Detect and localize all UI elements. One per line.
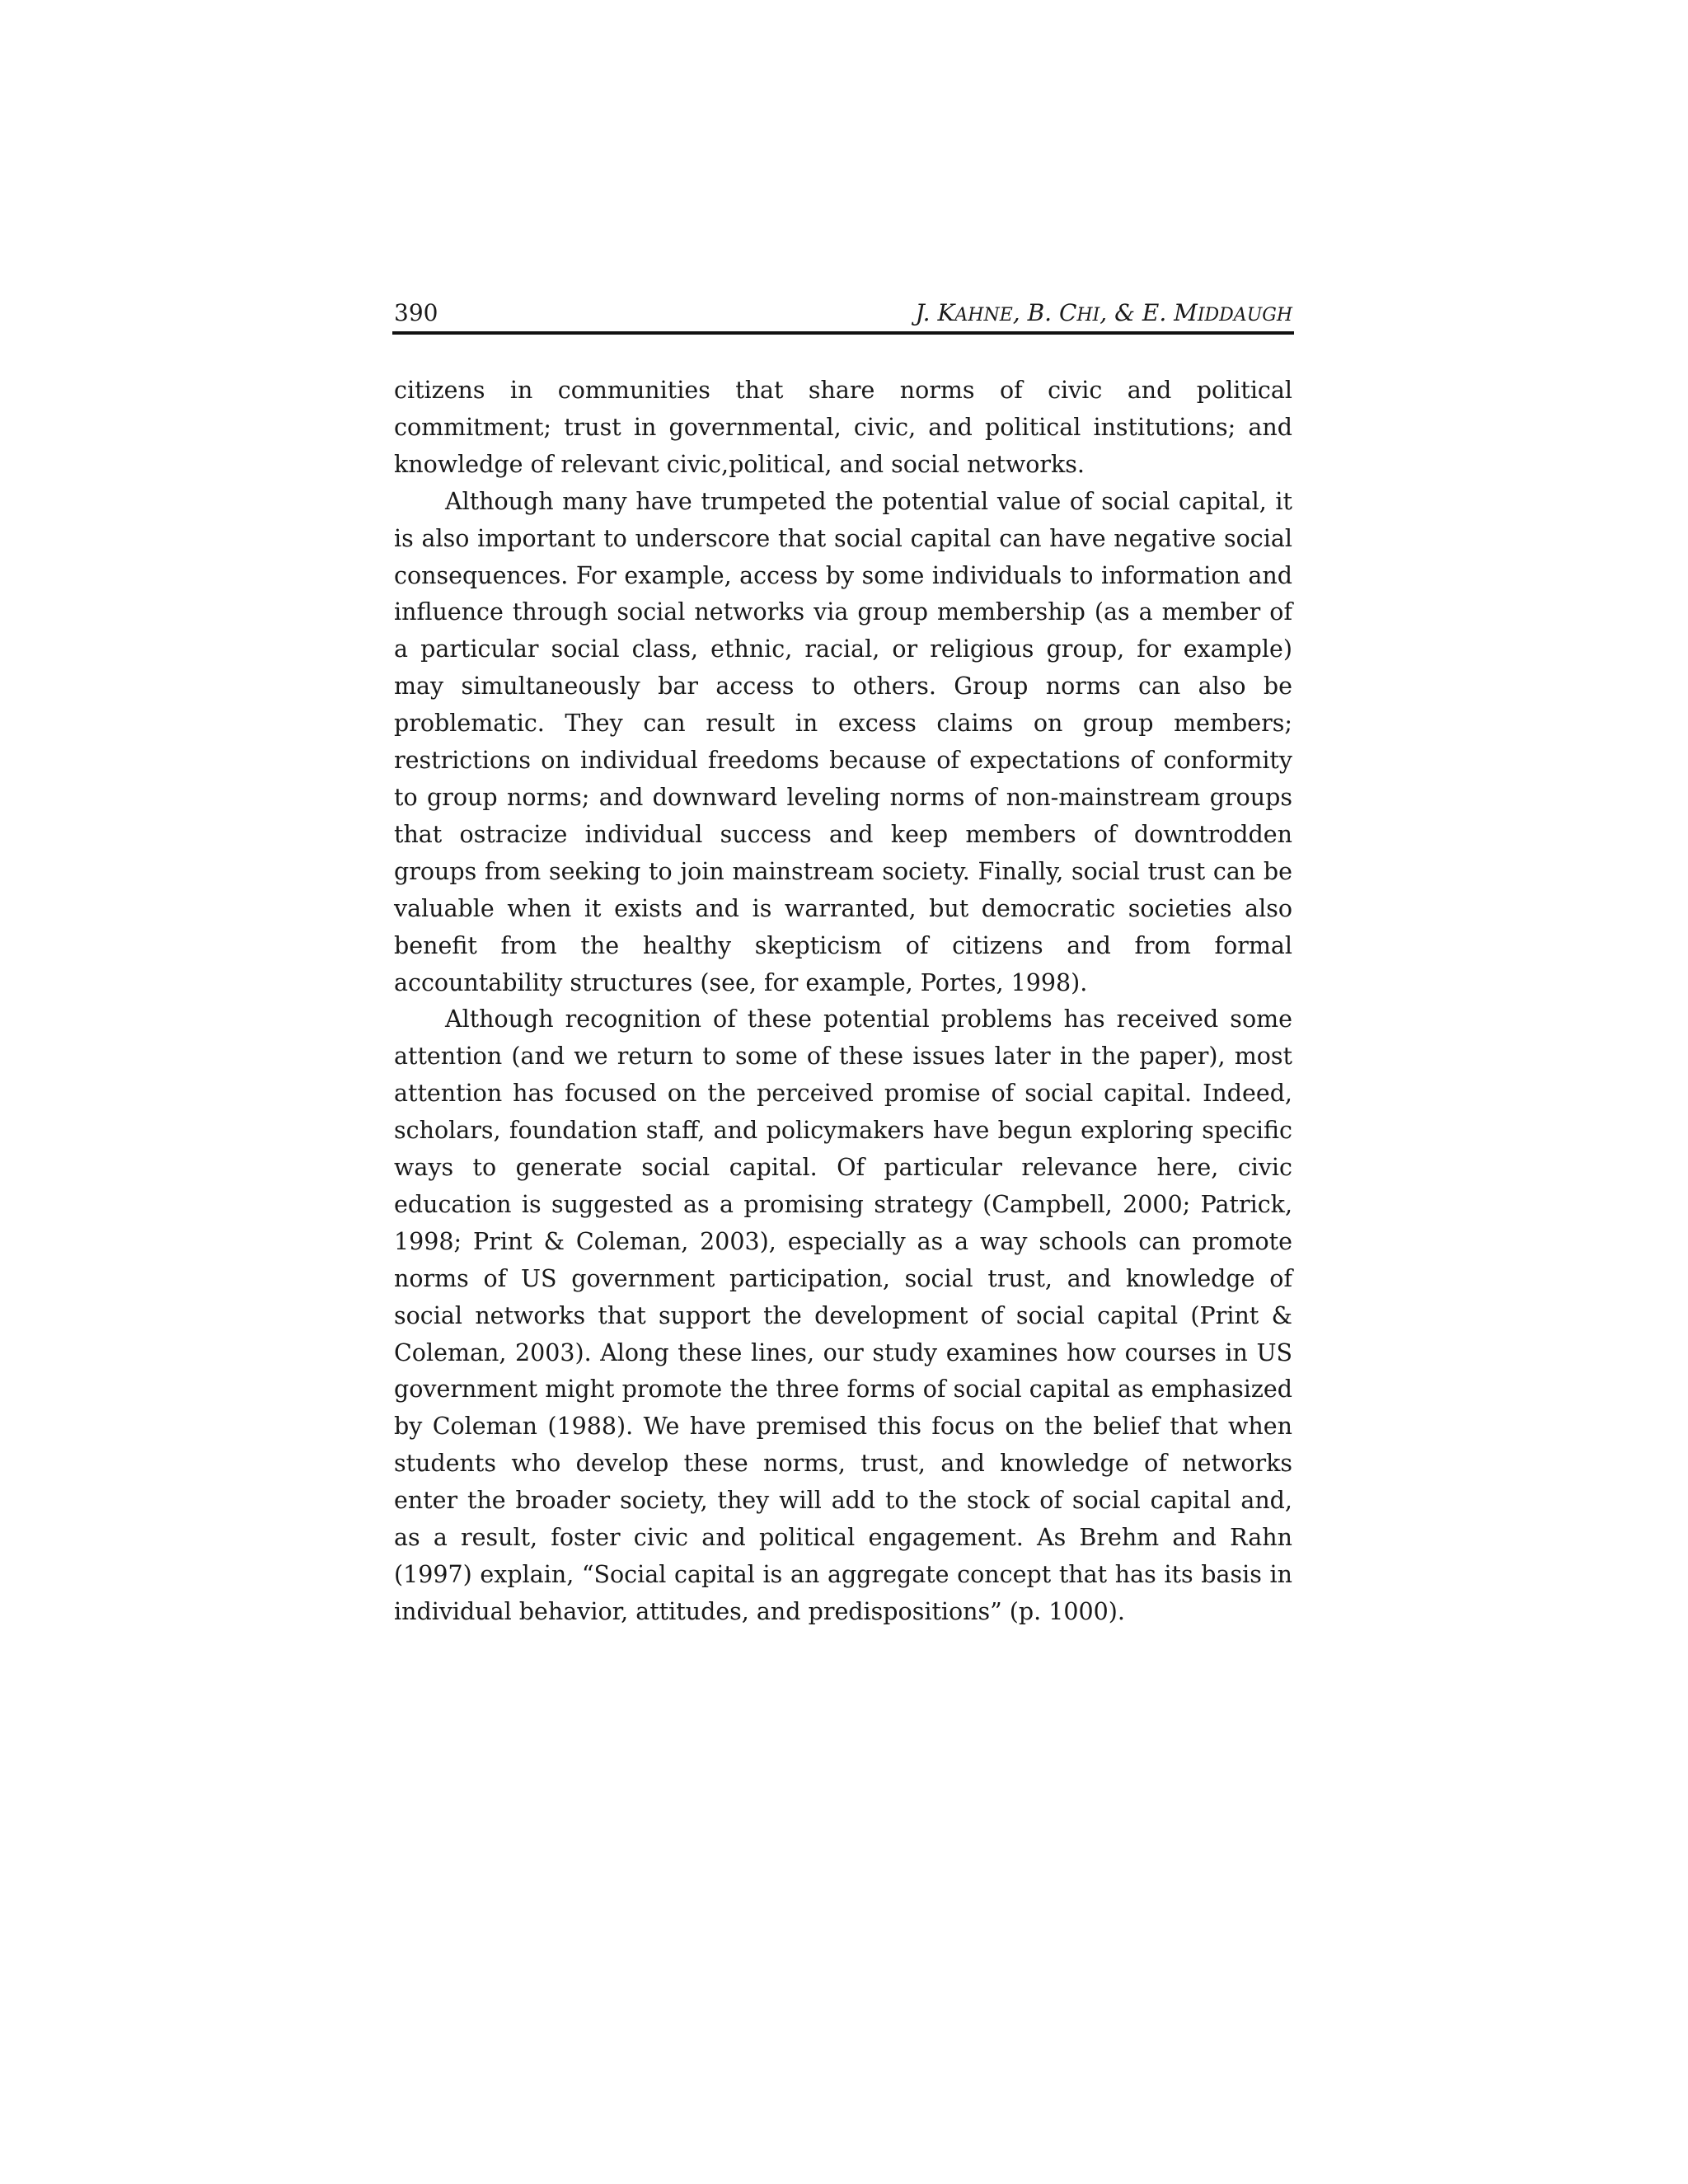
- paragraph: citizens in communities that share norms of civic and political commitment; trust in governmental, civic, and political institutions; and knowledge of relevant civic,political, and social networks.: [394, 377, 1292, 478]
- authors-part: AHNE: [954, 305, 1013, 326]
- authors-part: , B. C: [1012, 299, 1077, 326]
- authors-part: IDDAUGH: [1197, 305, 1292, 326]
- running-head: [394, 297, 1292, 330]
- running-head-authors: [916, 297, 1292, 332]
- authors-part: HI: [1076, 305, 1100, 326]
- paragraph: Although recognition of these potential problems has received some attention (and we return to some of these issues later in the paper), most attention has focused on the perceived promise of social capital. Indeed, scholars, foundation staff, and policymakers have begun exploring specific ways to generate social capital. Of particular relevance here, civic education is suggested as a promising strategy (Campbell, 2000; Patrick, 1998; Print & Coleman, 2003), especially as a way schools can promote norms of US government participation, social trust, and knowledge of social networks that support the development of social capital (Print & Coleman, 2003). Along these lines, our study examines how courses in US government might promote the three forms of social capital as emphasized by Coleman (1988). We have premised this focus on the belief that when students who develop these norms, trust, and knowledge of networks enter the broader society, they will add to the stock of social capital and, as a result, foster civic and political engagement. As Brehm and Rahn (1997) explain, “Social capital is an aggregate concept that has its basis in individual behavior, attitudes, and predispositions” (p. 1000).: [394, 1005, 1292, 1625]
- header-rule: [392, 331, 1294, 335]
- body-text: [394, 373, 1292, 1631]
- paragraph: Although many have trumpeted the potential value of social capital, it is also important to underscore that social capital can have negative social consequences. For example, access by some individuals to information and influence through social networks via group membership (as a member of a particular social class, ethnic, racial, or religious group, for example) may simultaneously bar access to others. Group norms can also be problematic. They can result in excess claims on group members; restrictions on individual freedoms because of expectations of conformity to group norms; and downward leveling norms of non-mainstream groups that ostracize individual success and keep members of downtrodden groups from seeking to join mainstream society. Finally, social trust can be valuable when it exists and is warranted, but democratic societies also benefit from the healthy skepticism of citizens and from formal accountability structures (see, for example, Portes, 1998).: [394, 487, 1292, 996]
- authors-part: , & E. M: [1100, 299, 1198, 326]
- authors-part: J. K: [915, 299, 955, 326]
- page-number: 390: [394, 299, 438, 326]
